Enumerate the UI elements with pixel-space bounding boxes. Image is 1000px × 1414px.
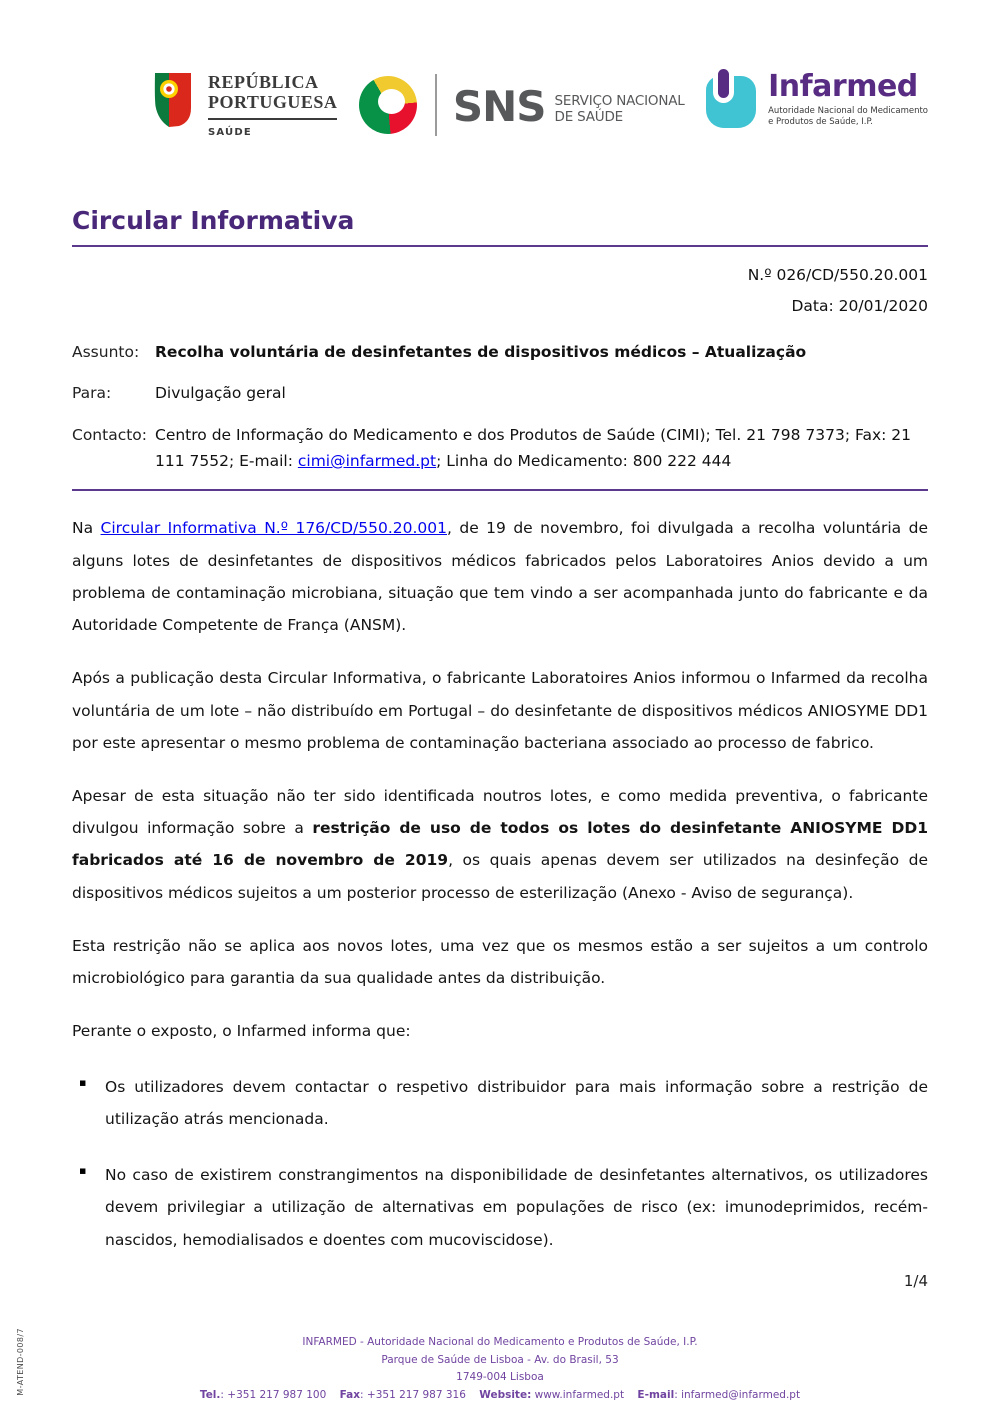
gov-logo-line2: PORTUGUESA	[208, 92, 338, 113]
sns-abbreviation: SNS	[452, 82, 546, 131]
infarmed-subtitle-line1: Autoridade Nacional do Medicamento	[768, 106, 928, 116]
footer-contacts-line	[0, 1387, 1000, 1405]
infarmed-subtitle-line2: e Produtos de Saúde, I.P.	[768, 117, 873, 128]
gov-logo-subtitle: SAÚDE	[208, 127, 252, 139]
contacto-label: Contacto:	[72, 425, 148, 444]
portugal-flag-icon	[152, 70, 194, 134]
contacto-text-pre: Centro de Informação do Medicamento e dos Produtos de Saúde (CIMI); Tel. 21 798 7373; Fax: 21 111 7552; E-mail:	[155, 425, 912, 471]
bullet-square-icon	[79, 1160, 86, 1183]
footer	[0, 1334, 1000, 1405]
meta-section	[72, 339, 928, 491]
bullet2-text: No caso de existirem constrangimentos na disponibilidade de desinfetantes alternativos, os utilizadores devem privilegiar a utilização de alternativas em populações de risco (ex: imunodeprimidos, recém-nascidos, hemodialisados e doentes com mucoviscidose).	[105, 1166, 928, 1249]
infarmed-logo-subtitle	[768, 106, 928, 129]
footer-city-line: 1749-004 Lisboa	[456, 1371, 544, 1384]
footer-address-line: Parque de Saúde de Lisboa - Av. do Brasil, 53	[381, 1353, 619, 1366]
meta-row-para	[72, 380, 928, 406]
footer-tel-value: : +351 217 987 100	[220, 1388, 327, 1401]
footer-tel-label: Tel.	[199, 1388, 221, 1401]
meta-divider-rule	[72, 489, 928, 491]
paragraph-1	[72, 512, 928, 641]
sns-subtitle-line2: DE SAÚDE	[554, 109, 623, 125]
footer-fax-value: : +351 217 987 316	[360, 1388, 466, 1401]
p1-text-post: , de 19 de novembro, foi divulgada a recolha voluntária de alguns lotes de desinfetantes de dispositivos médicos fabricados pelos Laboratoires Anios devido a um problema de contaminação microbiana, situação que tem vindo a ser acompanhada junto do fabricante e da Autoridade Competente de França (ANSM).	[72, 519, 928, 635]
contacto-email-link[interactable]: cimi@infarmed.pt	[297, 452, 437, 471]
meta-row-assunto	[72, 339, 928, 365]
footer-website-label: Website:	[479, 1388, 532, 1401]
form-code-vertical: M-ATEND-008/7	[16, 1328, 25, 1396]
list-item	[72, 1071, 928, 1135]
circular-number: N.º 026/CD/550.20.001	[747, 266, 928, 284]
circular-date: Data: 20/01/2020	[791, 297, 928, 315]
paragraph-4: Esta restrição não se aplica aos novos lotes, uma vez que os mesmos estão a ser sujeitos a um controlo microbiológico para garantia da sua qualidade antes da distribuição.	[72, 936, 928, 988]
header-logos	[72, 70, 928, 162]
contacto-value	[155, 422, 928, 475]
para-label: Para:	[72, 384, 112, 403]
info-bullet-list	[72, 1071, 928, 1256]
bullet-square-icon	[79, 1072, 86, 1095]
paragraph-2: Após a publicação desta Circular Informativa, o fabricante Laboratoires Anios informou o Infarmed da recolha voluntária de um lote – não distribuído em Portugal – do desinfetante de dispositivos médicos ANIOSYME DD1 por este apresentar o mesmo problema de contaminação bacteriana associado ao processo de fabrico.	[72, 669, 928, 752]
infarmed-wordmark: Infarmed	[768, 69, 918, 104]
gov-logo-text	[208, 70, 337, 138]
bullet1-text: Os utilizadores devem contactar o respetivo distribuidor para mais informação sobre a restrição de utilização atrás mencionada.	[105, 1077, 928, 1128]
contacto-text-post: ; Linha do Medicamento: 800 222 444	[436, 452, 732, 471]
meta-row-contacto	[72, 422, 928, 475]
list-item	[72, 1159, 928, 1256]
footer-website-value[interactable]: www.infarmed.pt	[531, 1388, 625, 1401]
sns-logo	[359, 74, 685, 136]
infarmed-logo	[706, 70, 928, 129]
page-number: 1/4	[903, 1272, 928, 1290]
sns-logo-divider	[435, 74, 437, 136]
gov-logo-divider	[208, 118, 337, 120]
assunto-label: Assunto:	[72, 343, 140, 361]
page-title: Circular Informativa	[72, 206, 928, 247]
footer-org-line: INFARMED - Autoridade Nacional do Medicamento e Produtos de Saúde, I.P.	[302, 1336, 698, 1348]
footer-fax-label: Fax	[339, 1388, 361, 1401]
gov-logo-line1: REPÚBLICA	[208, 72, 319, 92]
sns-subtitle-line1: SERVIÇO NACIONAL	[554, 93, 685, 110]
p3-text-pre: Apesar de esta situação não ter sido identificada noutros lotes, e como medida preventiva, o fabricante divulgou informação sobre a	[72, 787, 928, 838]
reference-block	[72, 260, 928, 322]
assunto-value: Recolha voluntária de desinfetantes de dispositivos médicos – Atualização	[155, 343, 807, 361]
footer-email-label: E-mail	[637, 1388, 675, 1401]
infarmed-logo-text	[768, 70, 928, 129]
sns-logo-subtitle	[555, 94, 685, 126]
sns-sphere-icon	[359, 76, 417, 134]
republica-portuguesa-logo	[152, 70, 337, 138]
paragraph-5: Perante o exposto, o Infarmed informa que:	[72, 1022, 411, 1041]
paragraph-3	[72, 780, 928, 909]
document-body	[72, 512, 928, 1255]
p3-text-post: , os quais apenas devem ser utilizados na desinfeção de dispositivos médicos sujeitos a um posterior processo de esterilização (Anexo - Aviso de segurança).	[72, 851, 928, 902]
p1-text-pre: Na	[72, 519, 101, 538]
infarmed-power-icon	[706, 76, 756, 128]
circular-informativa-link[interactable]: Circular Informativa N.º 176/CD/550.20.001	[100, 519, 447, 538]
p3-restriction-bold: restrição de uso de todos os lotes do desinfetante ANIOSYME DD1 fabricados até 16 de novembro de 2019	[72, 819, 928, 870]
para-value: Divulgação geral	[155, 384, 286, 403]
footer-email-value[interactable]: : infarmed@infarmed.pt	[674, 1388, 801, 1401]
